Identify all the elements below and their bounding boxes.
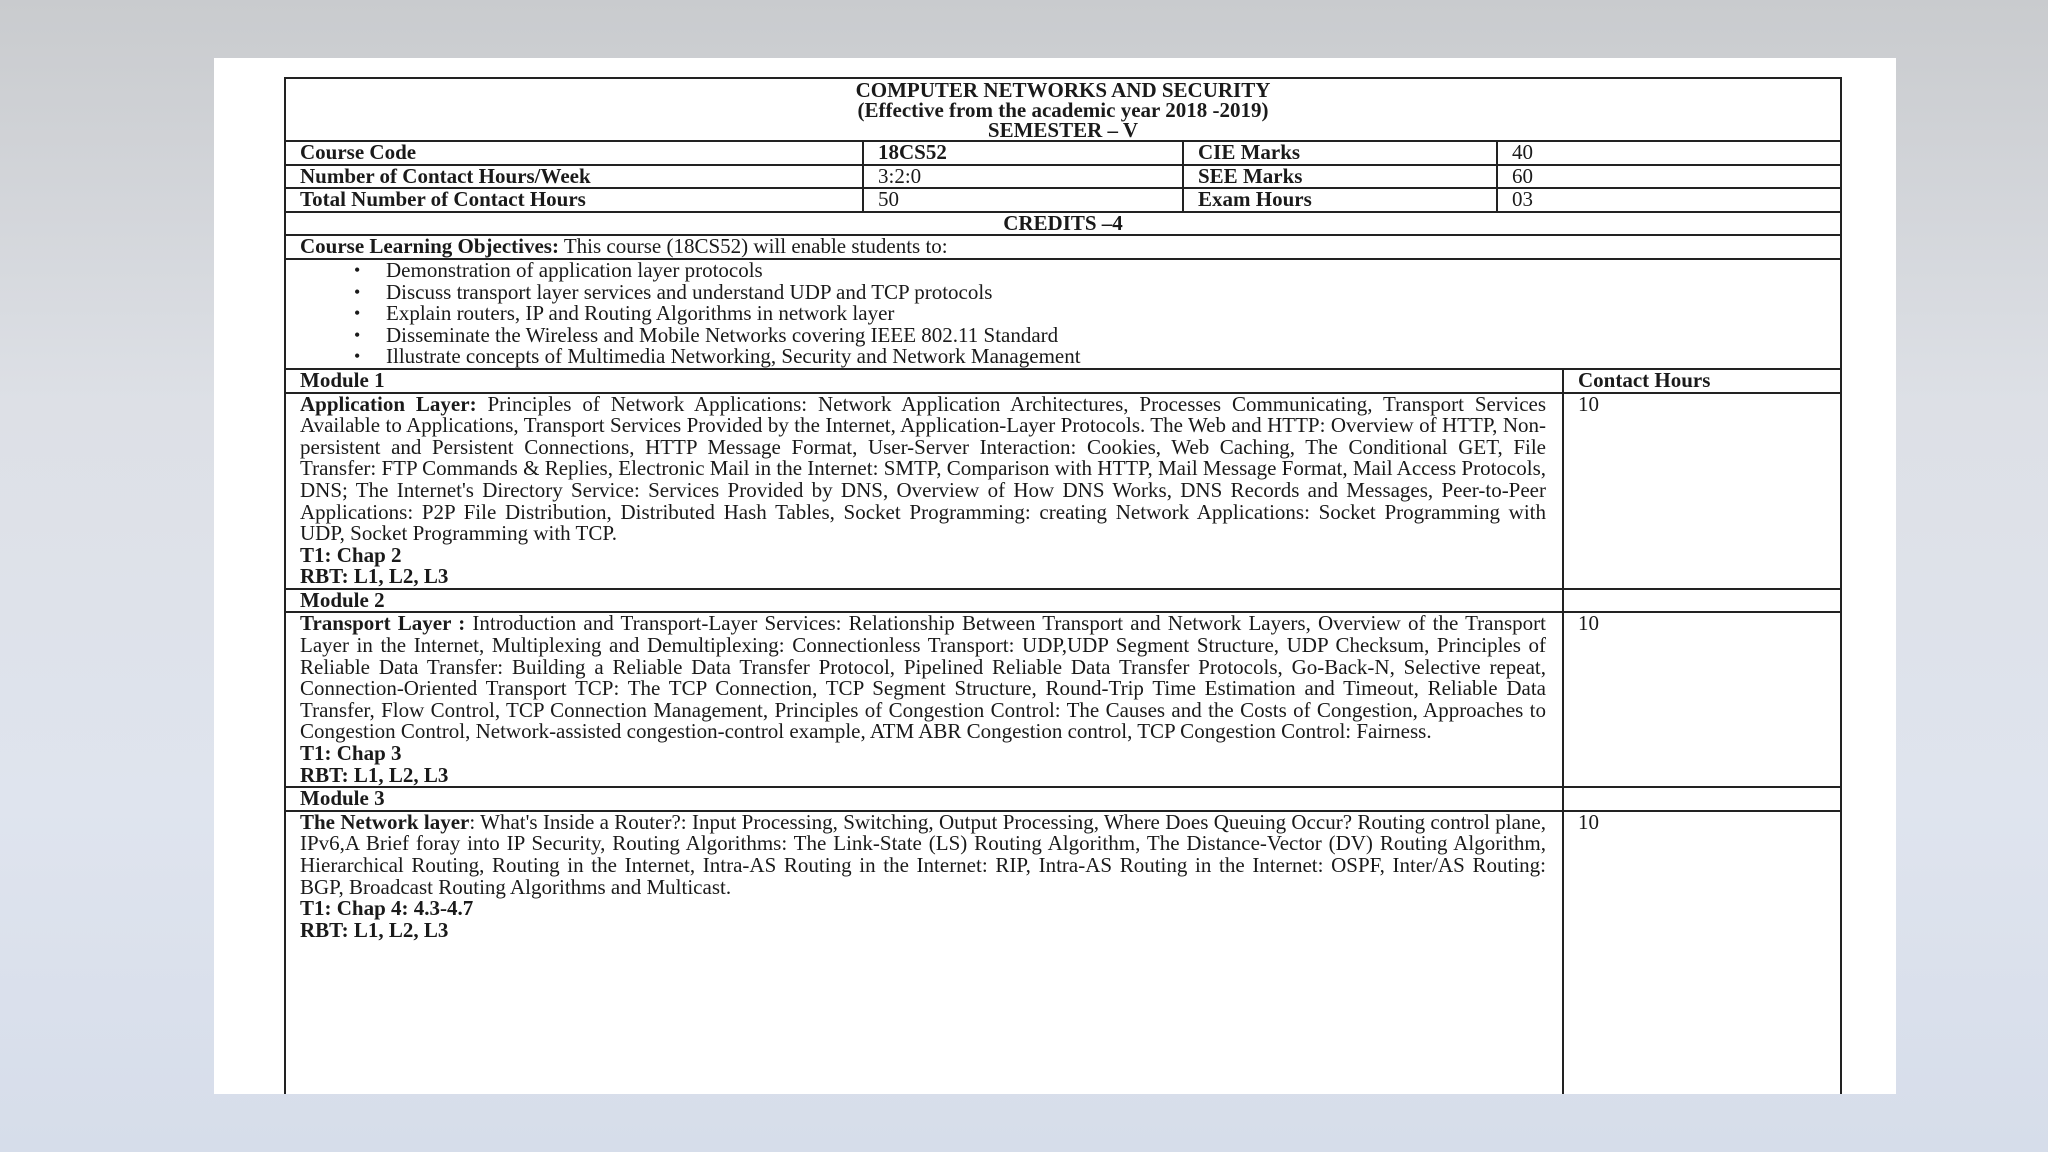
objective-item: • Demonstration of application layer protocols [336,260,1081,282]
info-label-secondary: CIE Marks [1182,142,1496,164]
module-textbook-ref: T1: Chap 2 [300,542,402,567]
info-value: 50 [862,189,1182,211]
title-block [286,79,1840,142]
info-value-secondary: 03 [1496,189,1840,211]
module-content-row [286,391,1840,590]
module-content-row [286,613,1840,788]
document-page [214,58,1896,1094]
module-hours: 10 [1562,394,1840,588]
module-rbt-levels: RBT: L1, L2, L3 [300,917,449,942]
objectives-intro-row [286,236,1840,260]
module-content-row [286,809,1840,1094]
objectives-intro: This course (18CS52) will enable students to: [563,234,948,259]
objective-item: • Disseminate the Wireless and Mobile Networks covering IEEE 802.11 Standard [336,325,1081,347]
module-header-row [286,587,1840,614]
course-subtitle: (Effective from the academic year 2018 -2019) [857,98,1269,122]
objective-item: • Explain routers, IP and Routing Algorithms in network layer [336,303,1081,325]
module-textbook-ref: T1: Chap 3 [300,741,402,766]
info-value-secondary: 40 [1496,142,1840,164]
info-row-course-code [286,142,1840,166]
info-value: 18CS52 [862,142,1182,164]
info-row-total-contact-hours [286,189,1840,213]
info-label: Course Code [300,140,417,164]
module-title: Module 2 [300,587,385,612]
module-description [300,391,1547,546]
module-textbook-ref: T1: Chap 4: 4.3-4.7 [300,896,474,921]
module-description [300,613,1546,743]
objective-item: • Illustrate concepts of Multimedia Networking, Security and Network Management [336,346,1081,368]
objectives-list [286,257,1081,369]
info-value-secondary: 60 [1496,166,1840,188]
info-label-secondary: Exam Hours [1182,189,1496,211]
semester-label: SEMESTER – V [987,118,1139,142]
objectives-label: Course Learning Objectives: [300,234,559,259]
module-title: Module 1 [300,367,385,392]
module-heading: The Network layer [300,809,470,834]
module-body: Introduction and Transport-Layer Services: Relationship Between Transport and Network Layers, Overview of the Transport Layer in the Internet, Multiplexing and Demultiplexing: Connectionless Transport: UDP,UDP Segment Structure, UDP Checksum, Principles of Reliable Data Transfer: Building a Reliable Data Transfer Protocol, Pipelined Reliable Data Transfer Protocols, Go-Back-N, Selective repeat, Connection-Oriented Transport TCP: The TCP Connection, TCP Segment Structure, Round-Trip Time Estimation and Timeout, Reliable Data Transfer, Flow Control, TCP Connection Management, Principles of Congestion Control: The Causes and the Costs of Congestion, Approaches to Congestion Control, Network-assisted congestion-control example, ATM ABR Congestion control, TCP Congestion Control: Fairness. [300,611,1546,744]
syllabus-table [284,77,1842,1094]
module-description [300,809,1546,899]
module-header-row [286,367,1840,394]
objectives-list-row [286,257,1840,370]
module-header-row [286,788,1840,812]
module-rbt-levels: RBT: L1, L2, L3 [300,762,449,787]
info-row-contact-hours-week [286,163,1840,190]
objective-item: • Discuss transport layer services and understand UDP and TCP protocols [336,282,1081,304]
module-body: Principles of Network Applications: Network Application Architectures, Processes Communicating, Transport Services Available to Applications, Transport Services Provided by the Internet, Application-Layer Protocols. The Web and HTTP: Overview of HTTP, Non-persistent and Persistent Connections, HTTP Message Format, User-Server Interaction: Cookies, Web Caching, The Conditional GET, File Transfer: FTP Commands & Replies, Electronic Mail in the Internet: SMTP, Comparison with HTTP, Mail Message Format, Mail Access Protocols, DNS; The Internet's Directory Service: Services Provided by DNS, Overview of How DNS Works, DNS Records and Messages, Peer-to-Peer Applications: P2P File Distribution, Distributed Hash Tables, Socket Programming: creating Network Applications: Socket Programming with UDP, Socket Programming with TCP. [300,391,1547,546]
info-label: Total Number of Contact Hours [300,187,586,212]
info-label: Number of Contact Hours/Week [300,163,591,188]
module-hours: 10 [1562,613,1840,786]
info-label-secondary: SEE Marks [1182,166,1496,188]
course-title: COMPUTER NETWORKS AND SECURITY [855,78,1271,102]
module-hours: 10 [1562,812,1840,1094]
info-value: 3:2:0 [862,166,1182,188]
credits-label: CREDITS –4 [1003,210,1123,235]
module-body: : What's Inside a Router?: Input Processing, Switching, Output Processing, Where Does Queuing Occur? Routing control plane, IPv6,A Brief foray into IP Security, Routing Algorithms: The Link-State (LS) Routing Algorithm, The Distance-Vector (DV) Routing Algorithm, Hierarchical Routing, Routing in the Internet, Intra-AS Routing in the Internet: RIP, Intra-AS Routing in the Internet: OSPF, Inter/AS Routing: BGP, Broadcast Routing Algorithms and Multicast. [300,809,1546,899]
credits-row [286,210,1840,237]
module-heading: Transport Layer : [300,611,466,636]
module-title: Module 3 [300,786,385,811]
module-heading: Application Layer: [300,391,477,416]
contact-hours-header: Contact Hours [1562,370,1840,392]
module-rbt-levels: RBT: L1, L2, L3 [300,564,449,589]
